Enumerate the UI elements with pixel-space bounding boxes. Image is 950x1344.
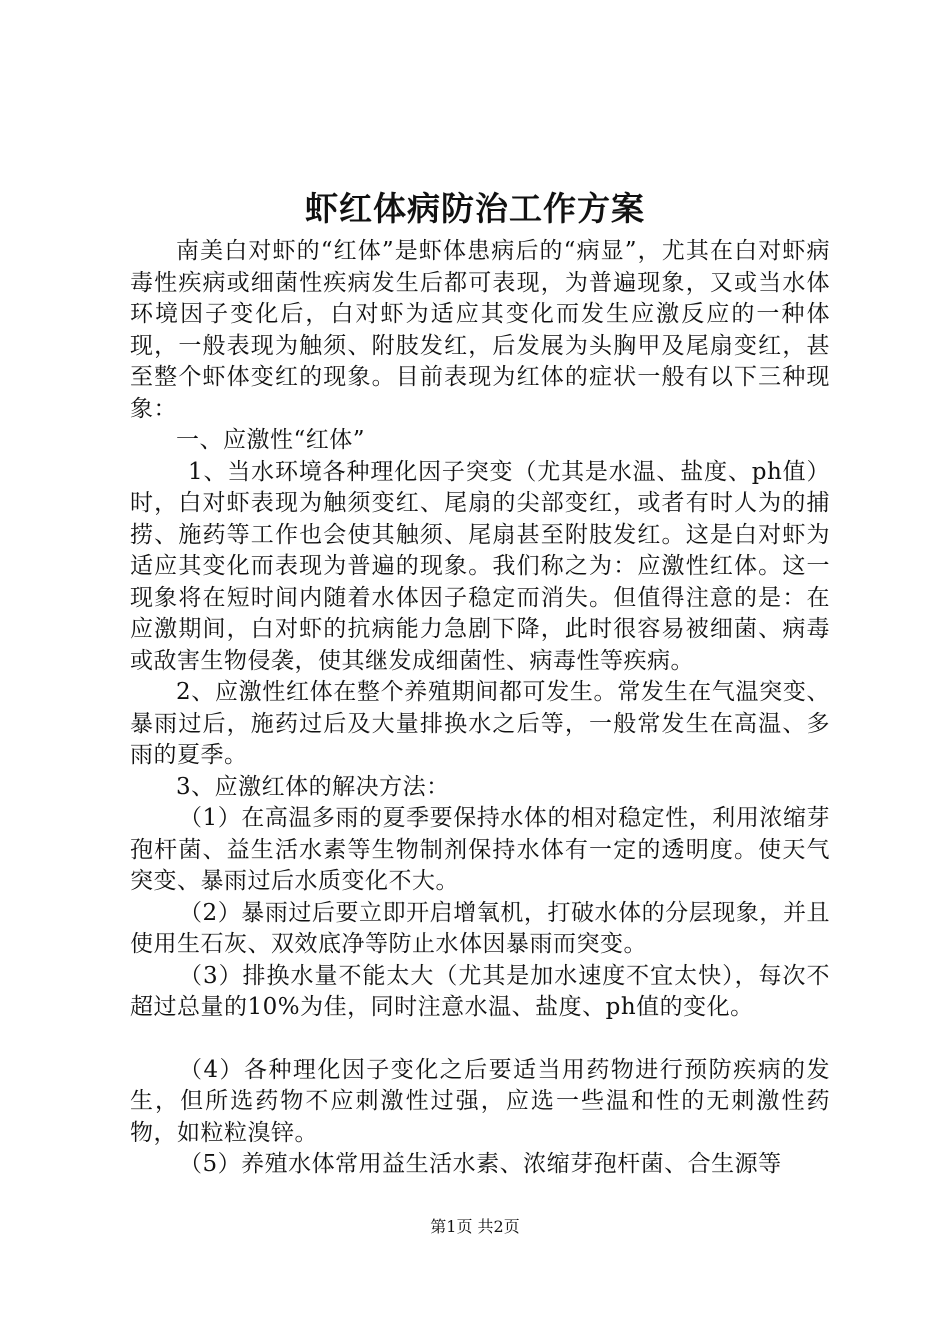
paragraph-item-3-heading: 3、应激红体的解决方法： xyxy=(176,773,450,800)
document-title: 虾红体病防治工作方案 xyxy=(305,189,645,228)
paragraph-method-2: （2）暴雨过后要立即开启增氧机，打破水体的分层现象，并且使用生石灰、双效底净等防止水体因暴雨而突变。 xyxy=(130,899,830,957)
paragraph-method-5: （5）养殖水体常用益生活水素、浓缩芽孢杆菌、合生源等 xyxy=(179,1151,782,1177)
paragraph-method-3: （3）排换水量不能太大（尤其是加水速度不宜太快），每次不超过总量的10%为佳，同时注意水温、盐度、ph值的变化。 xyxy=(130,962,830,1020)
paragraph-method-1: （1）在高温多雨的夏季要保持水体的相对稳定性，利用浓缩芽孢杆菌、益生活水素等生物制剂保持水体有一定的透明度。使天气突变、暴雨过后水质变化不大。 xyxy=(130,805,830,894)
section-heading-stress-red-body: 一、应激性“红体” xyxy=(176,427,366,453)
paragraph-intro: 南美白对虾的“红体”是虾体患病后的“病显”，尤其在白对虾病毒性疾病或细菌性疾病发生后都可表现，为普遍现象，又或当水体环境因子变化后，白对虾为适应其变化而发生应激反应的一种体现，一般表现为触须、附肢发红，后发展为头胸甲及尾扇变红，甚至整个虾体变红的现象。目前表现为红体的症状一般有以下三种现象： xyxy=(130,238,830,422)
blank-line xyxy=(130,1024,830,1055)
page-footer: 第1页 共2页 xyxy=(430,1217,520,1236)
paragraph-item-2: 2、应激性红体在整个养殖期间都可发生。常发生在气温突变、暴雨过后，施药过后及大量排换水之后等，一般常发生在高温、多雨的夏季。 xyxy=(130,679,830,768)
paragraph-item-1: 1、当水环境各种理化因子突变（尤其是水温、盐度、ph值）时，白对虾表现为触须变红、尾扇的尖部变红，或者有时人为的捕捞、施药等工作也会使其触须、尾扇甚至附肢发红。这是白对虾为适应其变化而表现为普遍的现象。我们称之为：应激性红体。这一现象将在短时间内随着水体因子稳定而消失。但值得注意的是：在应激期间，白对虾的抗病能力急剧下降，此时很容易被细菌、病毒或敌害生物侵袭，使其继发成细菌性、病毒性等疾病。 xyxy=(130,458,830,674)
document-body xyxy=(130,236,830,1181)
paragraph-method-4: （4）各种理化因子变化之后要适当用药物进行预防疾病的发生，但所选药物不应刺激性过强，应选一些温和性的无刺激性药物，如粒粒溴锌。 xyxy=(130,1056,830,1146)
